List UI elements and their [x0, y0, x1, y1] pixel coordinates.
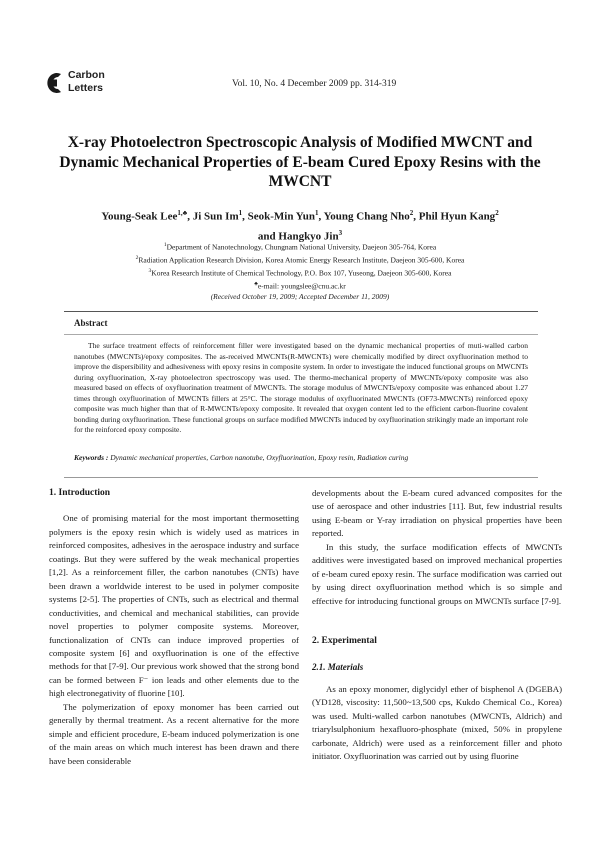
keywords-label: Keywords :: [74, 453, 109, 462]
abstract-section: [64, 311, 538, 478]
paragraph: As an epoxy monomer, diglycidyl ether of bisphenol A (DGEBA) (YD128, viscosity: 11,500~13,500 cps, Kukdo Chemical Co., Korea) was used. Multi-walled carbon nanotubes (MWCNTs, Aldrich) and triarylsulphonium hexafluoro-phosphate (mixed, 50% in propylene carbonate, Aldrich) were used as a reinforcement filler and photo initiator. Oxyfluorination was carried out by using fluorine: [312, 683, 562, 762]
right-column: [312, 487, 562, 764]
author-affiliation-mark: 1: [238, 209, 243, 217]
author-affiliation-mark: 3: [338, 228, 343, 237]
paragraph: In this study, the surface modification effects of MWCNTs additives were investigated based on improved mechanical properties of e-beam cured epoxy resin. The surface modification was carried out by using direct oxyfluorination method which is so simple and effective for introducing functional groups on MWCNTs surface [7-9].: [312, 541, 562, 606]
author-name: Hangkyo Jin: [278, 230, 339, 243]
affiliations: [60, 240, 540, 303]
keywords: [74, 453, 528, 462]
paragraph: One of promising material for the most important thermosetting polymers is the epoxy resin which is widely used as matrices in reinforced composites, adhesives in the aerospace industry and surface coatings. But they were suffered by the weak mechanical properties [1,2]. As a reinforcement filler, the carbon nanotubes (CNTs) have been drawn a worldwide interest to be used in polymer composite systems [2-5]. The properties of CNTs, such as electrical and thermal conductivities, and chemical and mechanical stabilities, can provide novel properties to polymer composite systems. Moreover, functionalization of CNTs can induce improved properties of composite system [6] and oxyfluorination is one of the effective methods for that [7-9]. Our previous work showed that the strong bond can be formed between F⁻ ion leads and other elements due to the high electronegativity of fluorine [10].: [49, 513, 299, 699]
corresponding-email: ♣e-mail: youngslee@cnu.ac.kr: [254, 281, 346, 291]
abstract-heading: Abstract: [74, 318, 108, 328]
carbon-letters-logo-icon: [44, 71, 64, 95]
author-affiliation-mark: 1: [314, 209, 319, 217]
author-affiliation-mark: 2: [409, 209, 414, 217]
author-affiliation-mark: 1,♣: [177, 209, 188, 217]
affiliation-line: $^2$Radiation Application Research Division, Korea Atomic Energy Research Institute, Daejeon 305-600, Korea: [135, 255, 465, 265]
author-name: Seok-Min Yun: [247, 210, 315, 223]
author-name: Ji Sun Im: [192, 210, 239, 223]
abstract-text: The surface treatment effects of reinforcement filler were investigated based on the dynamic mechanical properties of muti-walled carbon nanotubes (MWCNTs)/epoxy composites. The as-received MWCNTs(R-MWCNTs) were chemically modified by direct oxyfluorination method to improve the dispersibility and adhesiveness with epoxy resins in composite system. In order to investigate the induced functional groups on MWCNTs during oxyfluorination, X-ray photoelectron spectroscopy was used. The thermo-mechanical property of MWCNTs/epoxy composite was also measured based on effects of oxyfluorination treatment of MWCNTs. The storage modulus of MWCNTs/epoxy composite was enhanced about 1.27 times through oxyfluorination of MWCNTs fillers at 25°C. The storage modulus of oxyfluorinated MWCNTs (OF73-MWCNTs) reinforced epoxy composite was much higher than that of R-MWCNTs/epoxy composite. It revealed that oxygen content led to the efficient carbon-fluorine covalent bonding during oxyfluorination. These functional groups on surface modified MWCNTs induced by oxyfluorination strikingly made an important role for the reinforced epoxy composite.: [74, 341, 528, 434]
author-name: Young Chang Nho: [323, 210, 410, 223]
author-affiliation-mark: 2: [495, 209, 499, 217]
logo-line-2: Letters: [68, 82, 104, 94]
affiliation-line: $^3$Korea Research Institute of Chemical Technology, P.O. Box 107, Yuseong, Daejeon 305-600, Korea: [148, 268, 452, 278]
journal-volume-info: Vol. 10, No. 4 December 2009 pp. 314-319: [232, 79, 397, 89]
paragraph: The polymerization of epoxy monomer has been carried out generally by thermal treatment. As a recent alternative for the more simple and efficient procedure, E-beam induced polymerization is one of the main areas on which much interest has been drawn and there have been considerable: [49, 701, 299, 766]
subsection-heading-materials: 2.1. Materials: [312, 661, 364, 672]
paragraph: developments about the E-beam cured advanced composites for the use of aerospace and other industries [11]. But, few industrial results using E-beam or Y-ray irradiation on physical properties have been reported.: [312, 488, 562, 539]
author-name: Phil Hyun Kang: [418, 210, 496, 223]
abstract-divider: [64, 334, 538, 335]
section-heading-introduction: 1. Introduction: [49, 488, 111, 498]
left-column: [49, 487, 299, 768]
keywords-text: Dynamic mechanical properties, Carbon nanotube, Oxyfluorination, Epoxy resin, Radiation curing: [110, 453, 409, 462]
logo-line-1: Carbon: [68, 69, 105, 81]
paper-title: X-ray Photoelectron Spectroscopic Analysis of Modified MWCNT and Dynamic Mechanical Properties of E-beam Cured Epoxy Resins with the MWCNT: [59, 134, 541, 190]
section-heading-experimental: 2. Experimental: [312, 636, 377, 647]
received-dates: (Received October 19, 2009; Accepted December 11, 2009): [210, 292, 390, 302]
author-name: Young-Seak Lee: [101, 210, 178, 223]
author-list: Young-Seak Lee$^{1,♣}$, Ji Sun Im$^1$, Seok-Min Yun$^1$, Young Chang Nho$^2$, Phil Hyun Kang$^2$ and Hangkyo Jin$^3$: [101, 209, 499, 243]
journal-logo: [44, 69, 105, 95]
affiliation-line: $^1$Department of Nanotechnology, Chungnam National University, Daejeon 305-764, Korea: [163, 242, 437, 252]
